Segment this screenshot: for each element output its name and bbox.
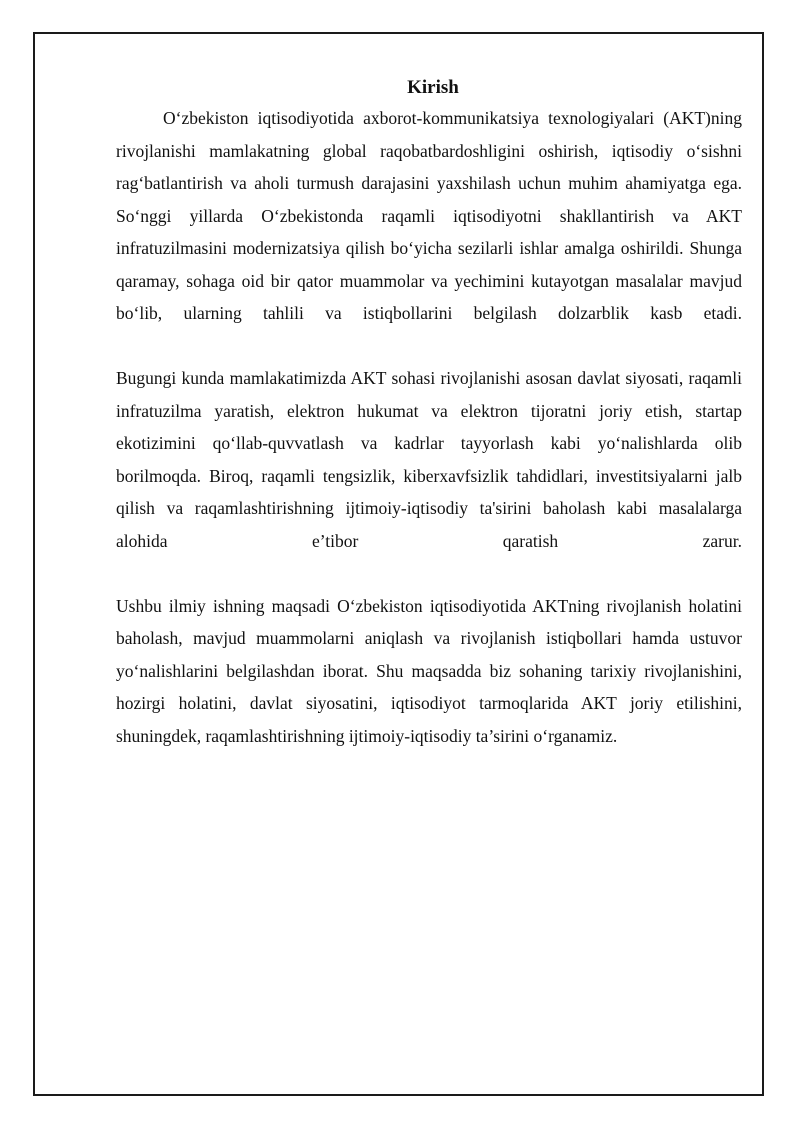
paragraph-gap xyxy=(116,330,742,363)
document-body xyxy=(116,74,742,752)
paragraph-intro: O‘zbekiston iqtisodiyotida axborot-kommunikatsiya texnologiyalari (AKT)ning rivojlanishi mamlakatning global raqobatbardoshligini oshirish, iqtisodiy o‘sishni rag‘batlantirish va aholi turmush darajasini yaxshilash uchun muhim ahamiyatga ega. So‘nggi yillarda O‘zbekistonda raqamli iqtisodiyotni shakllantirish va AKT infratuzilmasini modernizatsiya qilish bo‘yicha sezilarli ishlar amalga oshirildi. Shunga qaramay, sohaga oid bir qator muammolar va yechimini kutayotgan masalalar mavjud bo‘lib, ularning tahlili va istiqbollarini belgilash dolzarblik kasb etadi. xyxy=(116,108,742,323)
paragraph-gap xyxy=(116,557,742,590)
paragraph-aim: Ushbu ilmiy ishning maqsadi O‘zbekiston iqtisodiyotida AKTning rivojlanish holatini baholash, mavjud muammolarni aniqlash va rivojlanish istiqbollari hamda ustuvor yo‘nalishlarini belgilashdan iborat. Shu maqsadda biz sohaning tarixiy rivojlanishini, hozirgi holatini, davlat siyosatini, iqtisodiyot tarmoqlarida AKT joriy etilishini, shuningdek, raqamlashtirishning ijtimoiy-iqtisodiy ta’sirini o‘rganamiz. xyxy=(116,595,742,746)
document-title: Kirish xyxy=(407,77,459,98)
paragraph-current-state: Bugungi kunda mamlakatimizda AKT sohasi rivojlanishi asosan davlat siyosati, raqamli infratuzilma yaratish, elektron hukumat va elektron tijoratni joriy etish, startap ekotizimini qo‘llab-quvvatlash va kadrlar tayyorlash kabi yo‘nalishlarda olib borilmoqda. Biroq, raqamli tengsizlik, kiberxavfsizlik tahdidlari, investitsiyalarni jalb qilish va raqamlashtirishning ijtimoiy-iqtisodiy ta'sirini baholash kabi masalalarga alohida e’tibor qaratish zarur. xyxy=(116,368,742,551)
